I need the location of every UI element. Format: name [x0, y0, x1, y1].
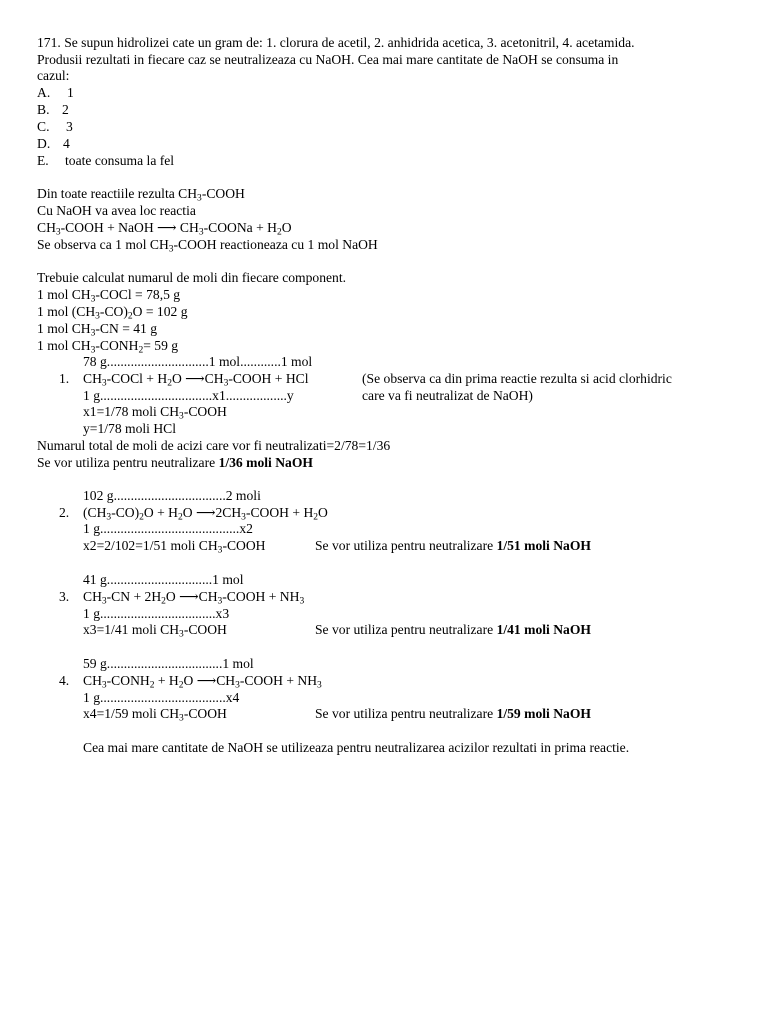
reaction-2-x2: x2=2/102=1/51 moli $CH_3$-COOH [83, 538, 266, 556]
reaction-3-equation: $CH_3-CN + 2H_2O$ $⟶CH_3$-COOH + $NH_3$ [83, 589, 305, 607]
molar-mass-1: 1 mol $CH_3$-COCl = 78,5 g [37, 287, 181, 305]
question-line-1: 171. Se supun hidrolizei cate un gram de: 1. clorura de acetil, 2. anhidrida acetica, 3. acetonitril, 4. acetamida. [37, 35, 635, 50]
molar-mass-3: 1 mol $CH_3-CN = 41$ g [37, 321, 158, 339]
option-e-text: toate consuma la fel [65, 153, 175, 168]
reaction-1-y: y=1/78 moli HCl [83, 421, 177, 436]
question-line-3: cazul: [37, 68, 70, 83]
option-d: D. [37, 136, 51, 151]
reaction-3-top: 41 g...............................1 mol [83, 572, 244, 587]
reaction-1-equation: $CH_3$-COCl + $H_2O$ $⟶CH_3$-COOH + HCl [83, 371, 309, 389]
option-c-text: 3 [66, 119, 73, 134]
option-b-text: 2 [62, 102, 69, 117]
reaction-3-bottom: 1 g..................................x3 [83, 606, 230, 621]
reaction-1-x1: x1=1/78 moli $CH_3$-COOH [83, 404, 227, 422]
reaction-1-use: Se vor utiliza pentru neutralizare 1/36 moli NaOH [37, 455, 313, 470]
conclusion: Cea mai mare cantitate de NaOH se utilizeaza pentru neutralizarea acizilor rezultati in prima reactie. [83, 740, 630, 755]
molar-mass-4: 1 mol $CH_3-CONH_2= 59$ g [37, 338, 179, 356]
reaction-1-note-2: care va fi neutralizat de NaOH) [362, 388, 533, 403]
reaction-3-x3: x3=1/41 moli $CH_3$-COOH [83, 622, 227, 640]
reaction-2-use: Se vor utiliza pentru neutralizare 1/51 moli NaOH [315, 538, 591, 553]
reaction-2-number: 2. [59, 505, 70, 520]
option-c: C. [37, 119, 50, 134]
question-line-2: Produsii rezultati in fiecare caz se neutralizeaza cu NaOH. Cea mai mare cantitate de NaOH se consuma in [37, 52, 619, 67]
molar-mass-2: 1 mol $(CH_3-CO)_2O = 102$ g [37, 304, 188, 322]
reaction-1-total: Numarul total de moli de acizi care vor fi neutralizati=2/78=1/36 [37, 438, 391, 453]
option-d-text: 4 [63, 136, 70, 151]
reaction-1-note-1: (Se observa ca din prima reactie rezulta si acid clorhidric [362, 371, 672, 386]
intro-line-1: Din toate reactiile rezulta $CH_3$-COOH [37, 186, 245, 204]
reaction-4-top: 59 g..................................1 mol [83, 656, 254, 671]
moles-intro: Trebuie calculat numarul de moli din fiecare component. [37, 270, 347, 285]
reaction-2-equation: $(CH_3-CO)_2O + H_2O$ $⟶2CH_3$-COOH + $H_2O$ [83, 505, 328, 523]
reaction-2-top: 102 g.................................2 moli [83, 488, 261, 503]
reaction-4-x4: x4=1/59 moli $CH_3$-COOH [83, 706, 227, 724]
reaction-1-bottom: 1 g.................................x1..................y [83, 388, 294, 403]
option-b: B. [37, 102, 50, 117]
reaction-4-bottom: 1 g.....................................x4 [83, 690, 240, 705]
neutralization-equation: $CH_3$-COOH + NaOH ⟶ $CH_3$-COONa + $H_2O$ [37, 220, 292, 238]
intro-line-4: Se observa ca 1 mol $CH_3$-COOH reactioneaza cu 1 mol NaOH [37, 237, 378, 255]
option-a: A. [37, 85, 51, 100]
option-a-text: 1 [67, 85, 74, 100]
reaction-4-number: 4. [59, 673, 70, 688]
reaction-4-equation: $CH_3-CONH_2 + H_2O$ $⟶CH_3$-COOH + $NH_3$ [83, 673, 322, 691]
reaction-1-top: 78 g..............................1 mol............1 mol [83, 354, 313, 369]
option-e: E. [37, 153, 49, 168]
reaction-3-use: Se vor utiliza pentru neutralizare 1/41 moli NaOH [315, 622, 591, 637]
reaction-3-number: 3. [59, 589, 70, 604]
intro-line-2: Cu NaOH va avea loc reactia [37, 203, 196, 218]
reaction-4-use: Se vor utiliza pentru neutralizare 1/59 moli NaOH [315, 706, 591, 721]
reaction-1-number: 1. [59, 371, 70, 386]
reaction-2-bottom: 1 g.........................................x2 [83, 521, 253, 536]
